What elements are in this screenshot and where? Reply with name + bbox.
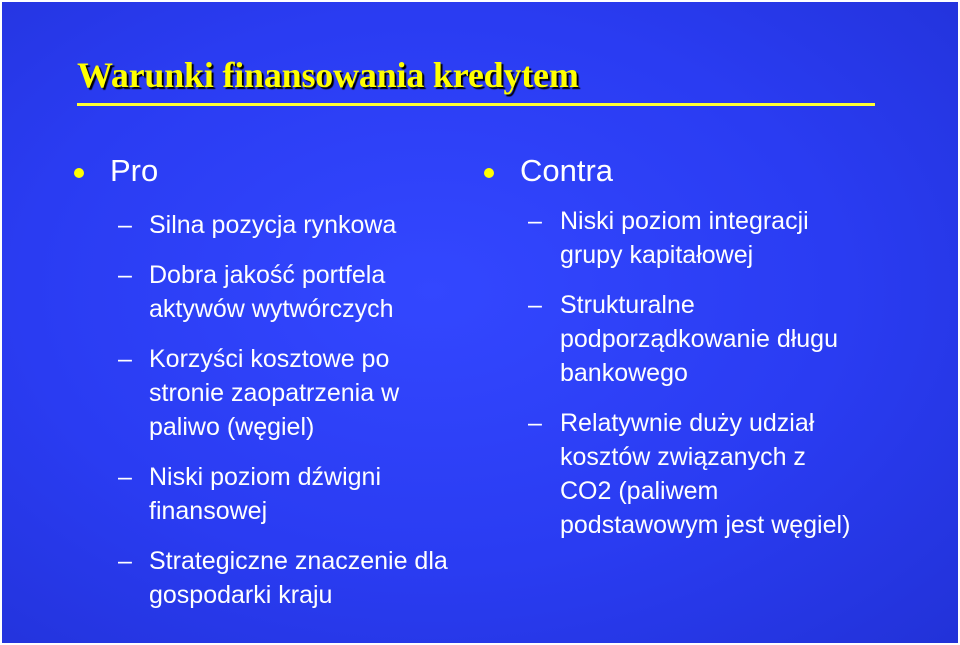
list-item-text: Niski poziom dźwigni finansowej	[149, 463, 382, 525]
bullet-dot-icon	[74, 168, 84, 178]
list-item	[74, 342, 474, 444]
list-item	[484, 288, 924, 390]
dash-icon: –	[528, 409, 542, 437]
bullet-dot-icon	[484, 168, 494, 178]
contra-heading-row	[484, 152, 924, 192]
contra-column	[484, 152, 924, 542]
slide	[2, 2, 958, 643]
list-item-text: Dobra jakość portfela aktywów wytwórczych	[149, 261, 394, 323]
list-item-text: Niski poziom integracji grupy kapitałowej	[560, 207, 809, 269]
list-item-text: Relatywnie duży udział kosztów związanych z CO2 (paliwem podstawowym jest węgiel)	[560, 409, 851, 539]
dash-icon: –	[118, 463, 132, 491]
slide-title: Warunki finansowania kredytem	[77, 55, 579, 95]
dash-icon: –	[528, 291, 542, 319]
list-item	[74, 208, 474, 242]
dash-icon: –	[118, 211, 132, 239]
list-item-text: Silna pozycja rynkowa	[149, 211, 397, 239]
list-item-text: Strukturalne podporządkowanie długu bankowego	[560, 291, 838, 387]
dash-icon: –	[528, 207, 542, 235]
pro-list	[74, 208, 474, 612]
list-item-text: Korzyści kosztowe po stronie zaopatrzenia w paliwo (węgiel)	[149, 345, 400, 441]
title-underline	[77, 103, 875, 106]
contra-list	[484, 204, 924, 542]
pro-column	[74, 152, 474, 612]
list-item-text: Strategiczne znaczenie dla gospodarki kraju	[149, 547, 448, 609]
list-item	[484, 406, 924, 542]
dash-icon: –	[118, 547, 132, 575]
pro-heading-row	[74, 152, 474, 192]
dash-icon: –	[118, 345, 132, 373]
list-item	[484, 204, 924, 272]
list-item	[74, 258, 474, 326]
list-item	[74, 544, 474, 612]
contra-heading: Contra	[520, 153, 614, 188]
dash-icon: –	[118, 261, 132, 289]
pro-heading: Pro	[110, 153, 159, 188]
list-item	[74, 460, 474, 528]
